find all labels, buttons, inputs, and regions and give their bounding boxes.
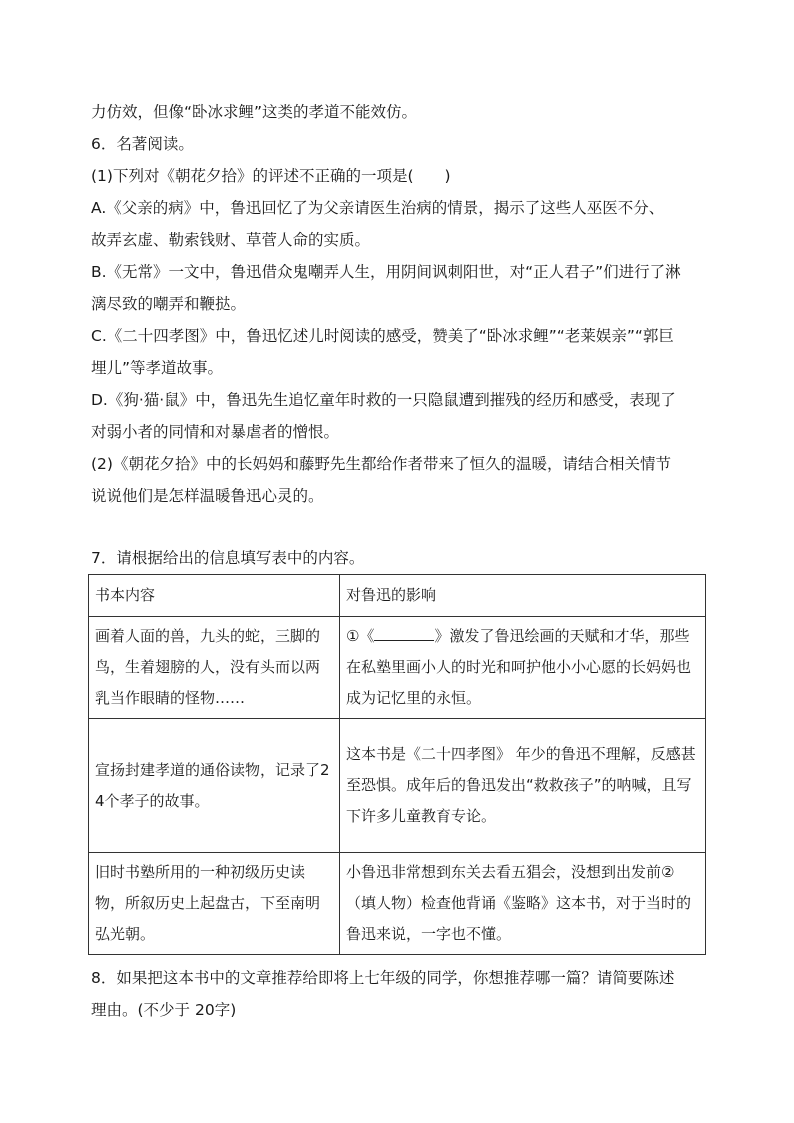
question-6-2-line-1: (2)《朝花夕拾》中的长妈妈和藤野先生都给作者带来了恒久的温暖，请结合相关情节 — [91, 455, 671, 473]
option-a-line-2: 故弄玄虚、勒索钱财、草菅人命的实质。 — [91, 231, 371, 249]
question-6-2-line-2: 说说他们是怎样温暖鲁迅心灵的。 — [91, 487, 324, 505]
question-6-heading: 6．名著阅读。 — [91, 135, 194, 153]
table-row — [89, 617, 706, 719]
info-table — [88, 574, 706, 955]
option-b-line-1: B.《无常》一文中，鲁迅借众鬼嘲弄人生，用阴间讽刺阳世，对“正人君子”们进行了淋 — [91, 263, 681, 281]
row-3-content: 旧时书塾所用的一种初级历史读物，所叙历史上起盘古，下至南明弘光朝。 — [89, 853, 340, 955]
table-header-row — [89, 575, 706, 617]
option-d-line-2: 对弱小者的同情和对暴虐者的憎恨。 — [91, 423, 340, 441]
option-d-line-1: D.《狗·猫·鼠》中，鲁迅先生追忆童年时救的一只隐鼠遭到摧残的经历和感受，表现了 — [91, 391, 676, 409]
row-1-effect-suffix: 》激发了鲁迅绘画的天赋和才华，那些在私塾里画小人的时光和呵护他小小心愿的长妈妈也成为记忆里的永恒。 — [346, 627, 692, 707]
row-1-content: 画着人面的兽，九头的蛇，三脚的鸟，生着翅膀的人，没有头而以两乳当作眼睛的怪物…… — [89, 617, 340, 719]
answer-blank-1[interactable] — [374, 624, 434, 641]
question-7-heading: 7．请根据给出的信息填写表中的内容。 — [91, 549, 365, 567]
row-3-effect: 小鲁迅非常想到东关去看五猖会，没想到出发前②（填人物）检查他背诵《鉴略》这本书，对于当时的鲁迅来说，一字也不懂。 — [340, 853, 706, 955]
table-header-content: 书本内容 — [89, 575, 340, 617]
row-2-effect: 这本书是《二十四孝图》 年少的鲁迅不理解，反感甚至恐惧。成年后的鲁迅发出“救救孩子”的呐喊，且写下许多儿童教育专论。 — [340, 719, 706, 853]
option-a-line-1: A.《父亲的病》中，鲁迅回忆了为父亲请医生治病的情景，揭示了这些人巫医不分、 — [91, 199, 665, 217]
row-1-effect — [340, 617, 706, 719]
text-line: 力仿效，但像“卧冰求鲤”这类的孝道不能效仿。 — [91, 103, 418, 121]
row-1-effect-prefix: ①《 — [346, 627, 375, 645]
option-b-line-2: 漓尽致的嘲弄和鞭挞。 — [91, 295, 247, 313]
option-c-line-2: 埋儿”等孝道故事。 — [91, 359, 224, 377]
question-8-line-2: 理由。(不少于 20字) — [91, 1001, 237, 1019]
question-8-line-1: 8．如果把这本书中的文章推荐给即将上七年级的同学，你想推荐哪一篇？请简要陈述 — [91, 969, 675, 987]
question-6-1-stem: (1)下列对《朝花夕拾》的评述不正确的一项是( ) — [91, 167, 451, 185]
option-c-line-1: C.《二十四孝图》中，鲁迅忆述儿时阅读的感受，赞美了“卧冰求鲤”“老莱娱亲”“郭巨 — [91, 327, 674, 345]
table-row — [89, 719, 706, 853]
table-header-effect: 对鲁迅的影响 — [340, 575, 706, 617]
row-2-content: 宣扬封建孝道的通俗读物，记录了24个孝子的故事。 — [89, 719, 340, 853]
table-row — [89, 853, 706, 955]
